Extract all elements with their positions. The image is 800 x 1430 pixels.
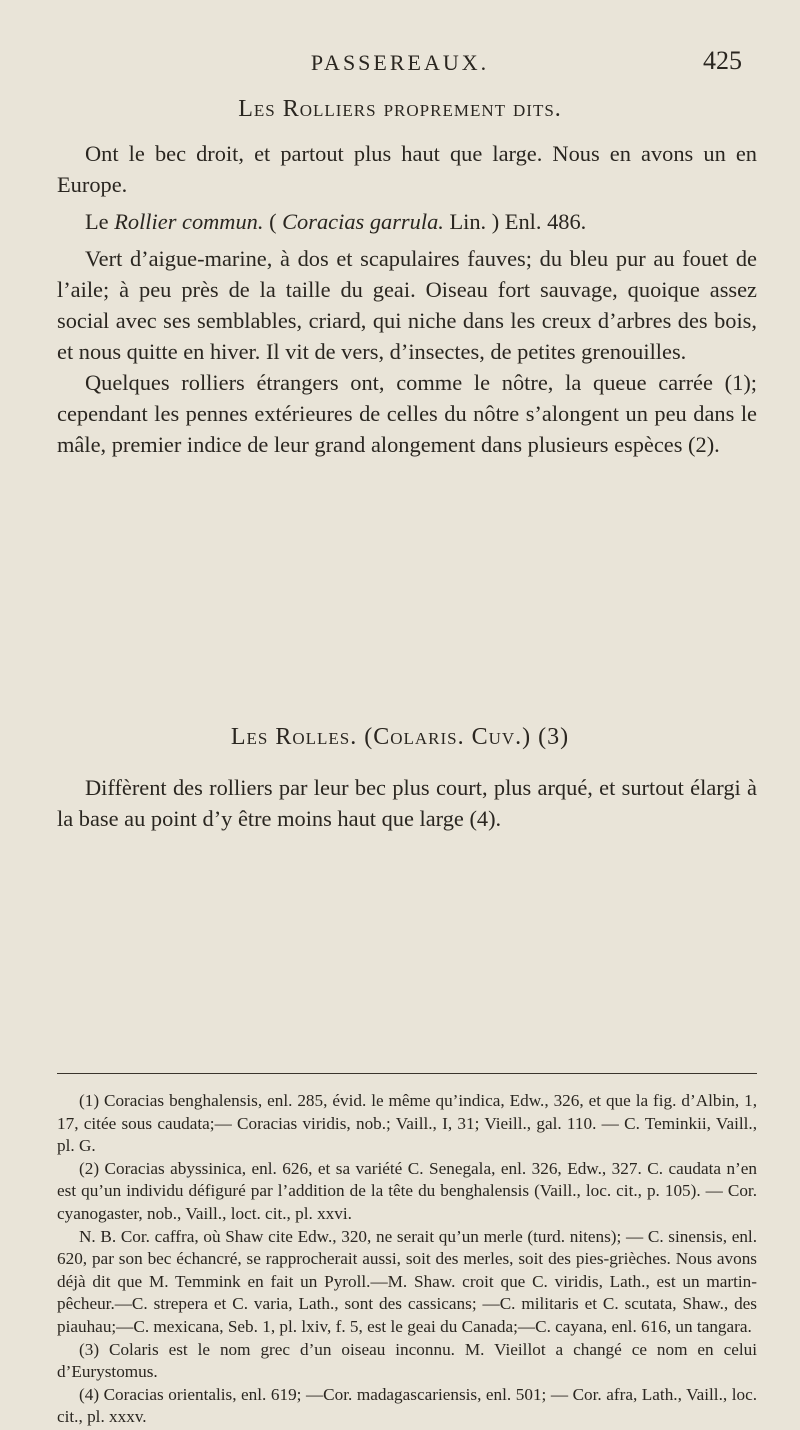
footnote-2-nb: N. B. Cor. caffra, où Shaw cite Edw., 320, ne serait qu’un merle (turd. nitens); — C. sinensis, enl. 620, par son bec échancré, se rapprocherait aussi, soit des merles, soit des pies-grièches. Nous avons déjà dit que M. Temmink en fait un Pyroll.—M. Shaw. croit que C. viridis, Lath., est un martin-pêcheur.—C. strepera et C. varia, Lath., sont des cassicans; —C. militaris et C. scutata, Shaw., des piauhau;—C. mexicana, Seb. 1, pl. lxiv, f. 5, est le geai du Canada;—C. cayana, enl. 616, un tangara. (57, 1226, 757, 1336)
description-paragraph: Vert d’aigue-marine, à dos et scapulaires fauves; du bleu pur au fouet de l’aile; à peu près de la taille du geai. Oiseau fort sauvage, quoique assez social avec ses semblables, criard, qui niche dans les creux d’arbres des bois, et nous quitte en hiver. Il vit de vers, d’insectes, de petites grenouilles. (57, 246, 757, 364)
authority: Lin. ) Enl. 486. (443, 209, 587, 234)
body-text (57, 138, 757, 460)
paren-open: ( (263, 209, 283, 234)
section-title-rolles: Les Rolles. (Colaris. Cuv.) (3) (230, 724, 570, 750)
footnote-1: (1) Coracias benghalensis, enl. 285, évid. le même qu’indica, Edw., 326, et que la fig. d’Albin, 1, 17, citée sous caudata;— Coracias viridis, nob.; Vaill., I, 31; Vieill., gal. 110. — C. Teminkii, Vaill., pl. G. (57, 1091, 757, 1156)
species-heading (57, 206, 757, 237)
common-name: Rollier commun. (114, 209, 264, 234)
footnotes (57, 1090, 757, 1429)
rolles-paragraph: Diffèrent des rolliers par leur bec plus court, plus arqué, et surtout élargi à la base au point d’y être moins haut que large (4). (57, 775, 757, 831)
page-number: 425 (703, 46, 742, 75)
footnote-2: (2) Coracias abyssinica, enl. 626, et sa variété C. Senegala, enl. 326, Edw., 327. C. caudata n’en est qu’un individu défiguré par l’addition de la tête du benghalensis (Vaill., loc. cit., p. 105). — Cor. cyanogaster, nob., Vaill., loct. cit., pl. xxvi. (57, 1158, 757, 1223)
footnote-3: (3) Colaris est le nom grec d’un oiseau inconnu. M. Vieillot a changé ce nom en celui d’Eurystomus. (57, 1339, 757, 1382)
running-head: PASSEREAUX. (310, 50, 490, 75)
foreign-paragraph: Quelques rolliers étrangers ont, comme le nôtre, la queue carrée (1); cependant les pennes extérieures de celles du nôtre s’alongent un peu dans le mâle, premier indice de leur grand alongement dans plusieurs espèces (2). (57, 370, 757, 457)
intro-paragraph: Ont le bec droit, et partout plus haut que large. Nous en avons un en Europe. (57, 141, 757, 197)
footnote-rule (57, 1073, 757, 1074)
section-title-rolliers: Les Rolliers proprement dits. (238, 96, 562, 122)
rolles-text (57, 772, 757, 834)
latin-name: Coracias garrula. (282, 209, 444, 234)
footnote-4: (4) Coracias orientalis, enl. 619; —Cor. madagascariensis, enl. 501; — Cor. afra, Lath., Vaill., loc. cit., pl. xxxv. (57, 1384, 757, 1427)
species-lead: Le (85, 209, 115, 234)
